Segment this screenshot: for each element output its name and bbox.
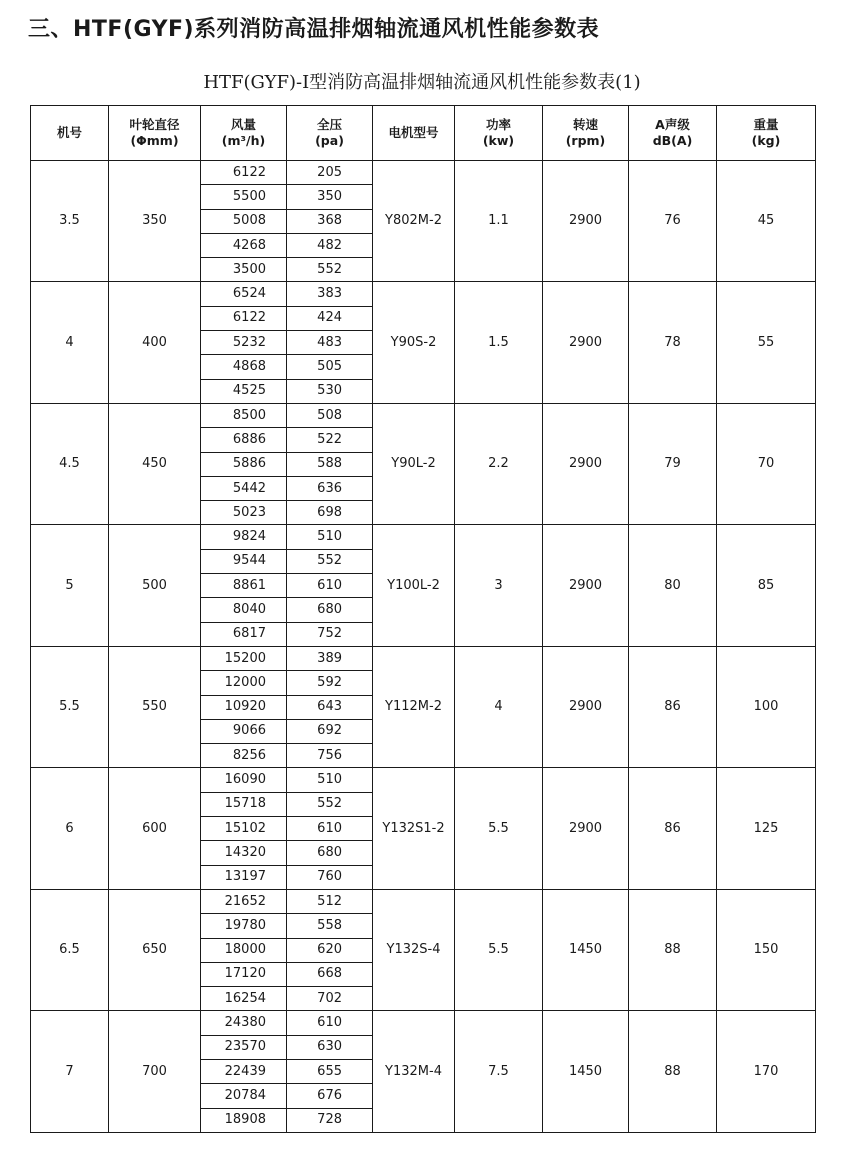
cell-air-volume: 8500 — [201, 403, 287, 427]
cell-total-pressure: 756 — [287, 744, 373, 768]
cell-total-pressure: 680 — [287, 841, 373, 865]
table-row — [31, 282, 816, 306]
cell-air-volume: 9824 — [201, 525, 287, 549]
cell-air-volume: 5008 — [201, 209, 287, 233]
cell-total-pressure: 643 — [287, 695, 373, 719]
table-row — [31, 403, 816, 427]
cell-power: 7.5 — [455, 1011, 543, 1132]
cell-power: 4 — [455, 646, 543, 767]
cell-air-volume: 5500 — [201, 185, 287, 209]
cell-impeller-diameter: 700 — [109, 1011, 201, 1132]
page-heading: 三、HTF(GYF)系列消防高温排烟轴流通风机性能参数表 — [28, 17, 600, 42]
header-machine-no: 机号 — [31, 106, 109, 161]
cell-air-volume: 6122 — [201, 306, 287, 330]
cell-total-pressure: 552 — [287, 549, 373, 573]
cell-air-volume: 6817 — [201, 622, 287, 646]
cell-power: 1.5 — [455, 282, 543, 403]
cell-sound-level: 78 — [629, 282, 717, 403]
cell-weight: 100 — [717, 646, 816, 767]
header-sound-level: A声级 dB(A) — [629, 106, 717, 161]
cell-machine-no: 5.5 — [31, 646, 109, 767]
cell-air-volume: 5023 — [201, 501, 287, 525]
cell-total-pressure: 592 — [287, 671, 373, 695]
cell-total-pressure: 655 — [287, 1059, 373, 1083]
table-row — [31, 161, 816, 185]
header-row — [31, 106, 816, 161]
cell-machine-no: 7 — [31, 1011, 109, 1132]
cell-weight: 170 — [717, 1011, 816, 1132]
cell-motor-model: Y90S-2 — [373, 282, 455, 403]
cell-air-volume: 6524 — [201, 282, 287, 306]
cell-total-pressure: 350 — [287, 185, 373, 209]
table-row — [31, 1011, 816, 1035]
cell-air-volume: 8861 — [201, 574, 287, 598]
cell-sound-level: 76 — [629, 161, 717, 282]
cell-air-volume: 9544 — [201, 549, 287, 573]
cell-sound-level: 88 — [629, 1011, 717, 1132]
cell-motor-model: Y132S-4 — [373, 889, 455, 1010]
cell-air-volume: 19780 — [201, 914, 287, 938]
cell-total-pressure: 482 — [287, 233, 373, 257]
cell-speed: 2900 — [543, 525, 629, 646]
cell-impeller-diameter: 650 — [109, 889, 201, 1010]
cell-total-pressure: 610 — [287, 817, 373, 841]
cell-weight: 45 — [717, 161, 816, 282]
cell-air-volume: 16090 — [201, 768, 287, 792]
cell-air-volume: 4268 — [201, 233, 287, 257]
cell-power: 1.1 — [455, 161, 543, 282]
cell-air-volume: 16254 — [201, 987, 287, 1011]
cell-total-pressure: 676 — [287, 1084, 373, 1108]
cell-air-volume: 15102 — [201, 817, 287, 841]
cell-power: 3 — [455, 525, 543, 646]
cell-air-volume: 17120 — [201, 962, 287, 986]
cell-speed: 2900 — [543, 646, 629, 767]
cell-speed: 1450 — [543, 889, 629, 1010]
cell-total-pressure: 510 — [287, 768, 373, 792]
cell-machine-no: 4.5 — [31, 403, 109, 524]
cell-total-pressure: 510 — [287, 525, 373, 549]
cell-air-volume: 18000 — [201, 938, 287, 962]
cell-air-volume: 14320 — [201, 841, 287, 865]
header-total-pressure: 全压 (pa) — [287, 106, 373, 161]
cell-impeller-diameter: 500 — [109, 525, 201, 646]
cell-impeller-diameter: 350 — [109, 161, 201, 282]
cell-weight: 150 — [717, 889, 816, 1010]
cell-total-pressure: 680 — [287, 598, 373, 622]
cell-total-pressure: 508 — [287, 403, 373, 427]
cell-air-volume: 10920 — [201, 695, 287, 719]
cell-sound-level: 86 — [629, 768, 717, 889]
header-speed: 转速 (rpm) — [543, 106, 629, 161]
cell-speed: 2900 — [543, 403, 629, 524]
cell-total-pressure: 505 — [287, 355, 373, 379]
cell-impeller-diameter: 550 — [109, 646, 201, 767]
header-impeller-diameter: 叶轮直径 (Φmm) — [109, 106, 201, 161]
cell-air-volume: 8256 — [201, 744, 287, 768]
cell-air-volume: 5886 — [201, 452, 287, 476]
cell-total-pressure: 692 — [287, 719, 373, 743]
cell-impeller-diameter: 400 — [109, 282, 201, 403]
table-row — [31, 889, 816, 913]
table-title: HTF(GYF)-I型消防高温排烟轴流通风机性能参数表(1) — [203, 72, 641, 93]
cell-total-pressure: 205 — [287, 161, 373, 185]
cell-total-pressure: 702 — [287, 987, 373, 1011]
header-weight: 重量 (kg) — [717, 106, 816, 161]
cell-total-pressure: 588 — [287, 452, 373, 476]
cell-total-pressure: 483 — [287, 331, 373, 355]
cell-total-pressure: 728 — [287, 1108, 373, 1132]
cell-weight: 70 — [717, 403, 816, 524]
cell-air-volume: 23570 — [201, 1035, 287, 1059]
cell-air-volume: 5232 — [201, 331, 287, 355]
cell-air-volume: 6886 — [201, 428, 287, 452]
cell-air-volume: 18908 — [201, 1108, 287, 1132]
cell-air-volume: 9066 — [201, 719, 287, 743]
cell-impeller-diameter: 450 — [109, 403, 201, 524]
cell-total-pressure: 522 — [287, 428, 373, 452]
cell-air-volume: 13197 — [201, 865, 287, 889]
fan-performance-table — [30, 105, 816, 1133]
cell-sound-level: 79 — [629, 403, 717, 524]
cell-weight: 55 — [717, 282, 816, 403]
cell-total-pressure: 698 — [287, 501, 373, 525]
cell-machine-no: 4 — [31, 282, 109, 403]
cell-weight: 85 — [717, 525, 816, 646]
cell-total-pressure: 424 — [287, 306, 373, 330]
cell-total-pressure: 530 — [287, 379, 373, 403]
cell-total-pressure: 620 — [287, 938, 373, 962]
header-power: 功率 (kw) — [455, 106, 543, 161]
cell-air-volume: 4868 — [201, 355, 287, 379]
cell-speed: 2900 — [543, 282, 629, 403]
header-motor-model: 电机型号 — [373, 106, 455, 161]
cell-air-volume: 3500 — [201, 258, 287, 282]
cell-motor-model: Y112M-2 — [373, 646, 455, 767]
cell-air-volume: 15200 — [201, 646, 287, 670]
cell-total-pressure: 512 — [287, 889, 373, 913]
cell-total-pressure: 630 — [287, 1035, 373, 1059]
cell-total-pressure: 552 — [287, 258, 373, 282]
cell-machine-no: 6 — [31, 768, 109, 889]
table-body — [31, 161, 816, 1133]
cell-air-volume: 15718 — [201, 792, 287, 816]
cell-total-pressure: 610 — [287, 1011, 373, 1035]
cell-total-pressure: 552 — [287, 792, 373, 816]
cell-air-volume: 6122 — [201, 161, 287, 185]
cell-air-volume: 12000 — [201, 671, 287, 695]
table-row — [31, 525, 816, 549]
table-row — [31, 646, 816, 670]
cell-machine-no: 6.5 — [31, 889, 109, 1010]
cell-total-pressure: 368 — [287, 209, 373, 233]
cell-total-pressure: 610 — [287, 574, 373, 598]
cell-air-volume: 22439 — [201, 1059, 287, 1083]
cell-motor-model: Y100L-2 — [373, 525, 455, 646]
cell-machine-no: 3.5 — [31, 161, 109, 282]
cell-power: 5.5 — [455, 889, 543, 1010]
cell-sound-level: 88 — [629, 889, 717, 1010]
cell-sound-level: 86 — [629, 646, 717, 767]
cell-air-volume: 5442 — [201, 476, 287, 500]
header-air-volume: 风量 (m³/h) — [201, 106, 287, 161]
cell-air-volume: 20784 — [201, 1084, 287, 1108]
cell-motor-model: Y132S1-2 — [373, 768, 455, 889]
cell-speed: 2900 — [543, 768, 629, 889]
cell-total-pressure: 668 — [287, 962, 373, 986]
cell-total-pressure: 636 — [287, 476, 373, 500]
cell-total-pressure: 760 — [287, 865, 373, 889]
cell-power: 2.2 — [455, 403, 543, 524]
cell-weight: 125 — [717, 768, 816, 889]
cell-air-volume: 4525 — [201, 379, 287, 403]
cell-machine-no: 5 — [31, 525, 109, 646]
cell-total-pressure: 389 — [287, 646, 373, 670]
cell-sound-level: 80 — [629, 525, 717, 646]
cell-impeller-diameter: 600 — [109, 768, 201, 889]
cell-air-volume: 8040 — [201, 598, 287, 622]
cell-motor-model: Y802M-2 — [373, 161, 455, 282]
table-row — [31, 768, 816, 792]
cell-speed: 1450 — [543, 1011, 629, 1132]
cell-total-pressure: 383 — [287, 282, 373, 306]
cell-motor-model: Y90L-2 — [373, 403, 455, 524]
cell-total-pressure: 558 — [287, 914, 373, 938]
cell-air-volume: 21652 — [201, 889, 287, 913]
cell-air-volume: 24380 — [201, 1011, 287, 1035]
cell-power: 5.5 — [455, 768, 543, 889]
cell-speed: 2900 — [543, 161, 629, 282]
cell-total-pressure: 752 — [287, 622, 373, 646]
cell-motor-model: Y132M-4 — [373, 1011, 455, 1132]
